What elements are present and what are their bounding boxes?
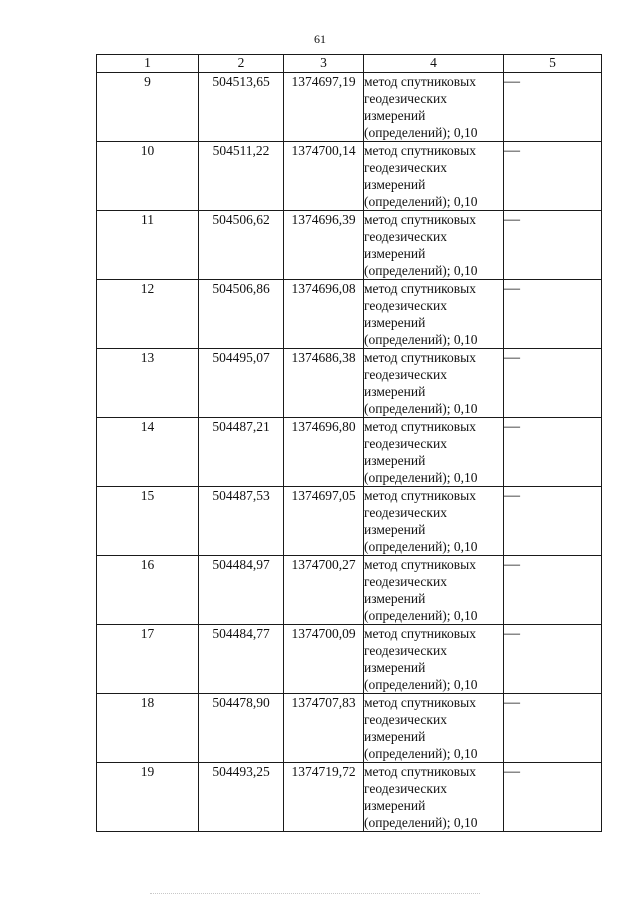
coordinate-y: 1374719,72 [284, 763, 364, 832]
table-body [97, 73, 602, 832]
table-row [97, 211, 602, 280]
table-header [97, 55, 602, 73]
table-row [97, 625, 602, 694]
coordinate-x: 504506,86 [199, 280, 284, 349]
description-cell: — [504, 211, 602, 280]
point-number: 10 [97, 142, 199, 211]
coordinate-y: 1374696,39 [284, 211, 364, 280]
scan-artifact [150, 893, 480, 896]
description-cell: — [504, 418, 602, 487]
coordinate-y: 1374697,19 [284, 73, 364, 142]
description-cell: — [504, 556, 602, 625]
description-cell: — [504, 763, 602, 832]
coordinates-table [96, 54, 602, 832]
table-row [97, 487, 602, 556]
coordinate-x: 504478,90 [199, 694, 284, 763]
point-number: 11 [97, 211, 199, 280]
table-row [97, 349, 602, 418]
method-accuracy: метод спутниковых геодезических измерений (определений); 0,10 [364, 280, 504, 349]
point-number: 14 [97, 418, 199, 487]
table-row [97, 418, 602, 487]
description-cell: — [504, 142, 602, 211]
page-number: 61 [314, 32, 326, 46]
table-row [97, 694, 602, 763]
coordinate-x: 504484,97 [199, 556, 284, 625]
point-number: 15 [97, 487, 199, 556]
coordinate-x: 504506,62 [199, 211, 284, 280]
coordinate-y: 1374700,27 [284, 556, 364, 625]
method-accuracy: метод спутниковых геодезических измерений (определений); 0,10 [364, 73, 504, 142]
point-number: 16 [97, 556, 199, 625]
coordinate-y: 1374696,80 [284, 418, 364, 487]
coordinate-x: 504495,07 [199, 349, 284, 418]
method-accuracy: метод спутниковых геодезических измерений (определений); 0,10 [364, 694, 504, 763]
coordinate-y: 1374686,38 [284, 349, 364, 418]
header-col-1: 1 [97, 55, 199, 73]
description-cell: — [504, 625, 602, 694]
table-row [97, 280, 602, 349]
table-row [97, 763, 602, 832]
method-accuracy: метод спутниковых геодезических измерений (определений); 0,10 [364, 487, 504, 556]
table-row [97, 556, 602, 625]
coordinate-x: 504493,25 [199, 763, 284, 832]
coordinate-y: 1374700,09 [284, 625, 364, 694]
header-col-4: 4 [364, 55, 504, 73]
coordinate-x: 504484,77 [199, 625, 284, 694]
method-accuracy: метод спутниковых геодезических измерений (определений); 0,10 [364, 556, 504, 625]
description-cell: — [504, 280, 602, 349]
method-accuracy: метод спутниковых геодезических измерений (определений); 0,10 [364, 142, 504, 211]
coordinate-x: 504511,22 [199, 142, 284, 211]
method-accuracy: метод спутниковых геодезических измерений (определений); 0,10 [364, 211, 504, 280]
description-cell: — [504, 349, 602, 418]
method-accuracy: метод спутниковых геодезических измерений (определений); 0,10 [364, 418, 504, 487]
coordinate-x: 504487,21 [199, 418, 284, 487]
coordinate-x: 504513,65 [199, 73, 284, 142]
point-number: 13 [97, 349, 199, 418]
header-col-2: 2 [199, 55, 284, 73]
point-number: 12 [97, 280, 199, 349]
point-number: 19 [97, 763, 199, 832]
point-number: 18 [97, 694, 199, 763]
method-accuracy: метод спутниковых геодезических измерений (определений); 0,10 [364, 349, 504, 418]
header-row [97, 55, 602, 73]
description-cell: — [504, 487, 602, 556]
coordinate-y: 1374707,83 [284, 694, 364, 763]
method-accuracy: метод спутниковых геодезических измерений (определений); 0,10 [364, 763, 504, 832]
coordinate-y: 1374697,05 [284, 487, 364, 556]
coordinate-y: 1374696,08 [284, 280, 364, 349]
point-number: 9 [97, 73, 199, 142]
description-cell: — [504, 73, 602, 142]
table-row [97, 142, 602, 211]
header-col-3: 3 [284, 55, 364, 73]
coordinate-y: 1374700,14 [284, 142, 364, 211]
coordinate-x: 504487,53 [199, 487, 284, 556]
table-row [97, 73, 602, 142]
description-cell: — [504, 694, 602, 763]
method-accuracy: метод спутниковых геодезических измерений (определений); 0,10 [364, 625, 504, 694]
point-number: 17 [97, 625, 199, 694]
header-col-5: 5 [504, 55, 602, 73]
